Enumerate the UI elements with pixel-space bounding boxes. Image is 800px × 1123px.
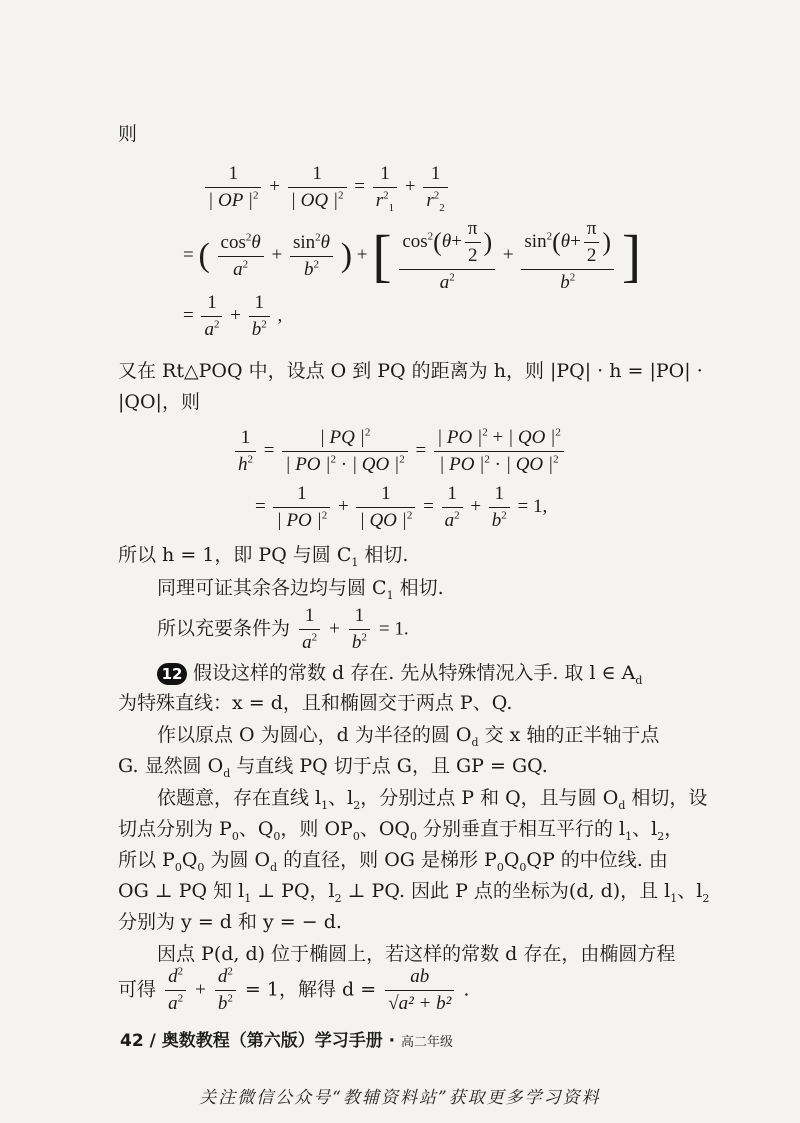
problem-12-line-6: 切点分别为 $P_0$、$Q_0$，则 $OP_0$、$OQ_0$ 分别垂直于相互平行的 $l_1$、$l_2$， (118, 818, 684, 843)
equation-2-line-2: = $\frac{1}{| PO |^2}$ + $\frac{1}{| QO |^2}$ = $\frac{1}{a^2}$ + $\frac{1}{b^2}$ = 1, (255, 483, 548, 531)
fraction-1-over-b2: $\frac{1}{b^2}$ (249, 292, 270, 341)
problem-12-line-8: OG ⊥ PQ 知 $l_1$ ⊥ PQ，$l_2$ ⊥ PQ. 因此 P 点的坐标为(d, d)，且 $l_1$、$l_2$ (118, 880, 710, 905)
grade-label: 高二年级 (401, 1035, 454, 1050)
problem-number-badge: 12 (157, 663, 187, 685)
problem-12-line-10: 因点 P(d, d) 位于椭圆上，若这样的常数 d 存在，由椭圆方程 (157, 943, 676, 965)
problem-12-line-5: 依题意，存在直线 $l_1$、$l_2$，分别过点 P 和 Q，且与圆 $O_d$ 相切，设 (157, 787, 708, 812)
intro-word: 则 (118, 123, 138, 145)
fraction-1-over-a2: $\frac{1}{a^2}$ (201, 292, 222, 341)
book-title: / 奥数教程（第六版）学习手册 · (149, 1031, 396, 1051)
fraction-1-over-po: $\frac{1}{| PO |^2}$ (273, 483, 330, 532)
fraction-1-over-b2-b: $\frac{1}{b^2}$ (489, 483, 510, 532)
page-number: 42 (120, 1031, 144, 1051)
fraction-pq-over-po-qo: $\frac{| PQ |^2}{| PO |^2 \cdot | QO |^2}$ (282, 427, 408, 476)
problem-12-line-1: 12 假设这样的常数 d 存在. 先从特殊情况入手. 取 l ∈ $A_d$ (157, 659, 642, 687)
fraction-1-over-r1: $\frac{1}{r^2_1}$ (373, 163, 397, 212)
fraction-1-over-op: $\frac{1}{| OP |^2}$ (205, 163, 261, 212)
watermark-text: 关注微信公众号“教辅资料站”获取更多学习资料 (199, 1088, 601, 1108)
equation-1-line-2: = ( $\frac{\cos^2\theta}{a^2}$ + $\frac{\sin^2\theta}{b^2}$ ) + [ $\cos^2(\theta+$ $\frac{\pi}{2}$ ) $a^2$ + $\sin^2(\theta+$ $\frac{\pi}{2}$ ) $b^2$ ] (183, 218, 642, 293)
problem-12-line-7: 所以 $P_0Q_0$ 为圆 $O_d$ 的直径，则 OG 是梯形 $P_0Q_0QP$ 的中位线. 由 (118, 849, 668, 874)
fraction-cos-theta-over-a: $\frac{\cos^2\theta}{a^2}$ (218, 232, 264, 281)
fraction-ab-over-sqrt: $\frac{ab}{\text{√a² + b²}}$ (385, 966, 454, 1015)
fraction-cond-b: $\frac{1}{b^2}$ (349, 605, 370, 654)
problem-12-line-3: 作以原点 O 为圆心，d 为半径的圆 $O_d$ 交 x 轴的正半轴于点 (157, 724, 660, 749)
equation-2-line-1: $\frac{1}{h^2}$ = $\frac{| PQ |^2}{| PO |^2 \cdot | QO |^2}$ = $\frac{| PO |^2 + | QO |^2}{| PO |^2 \cdot | QO |^2}$ (232, 427, 567, 476)
problem-12-line-11: 可得 $\frac{d^2}{a^2}$ + $\frac{d^2}{b^2}$ = 1，解得 d = $\frac{ab}{\text{√a² + b²}}$ . (118, 965, 470, 1014)
page-footer (120, 1026, 453, 1051)
paragraph-rt-triangle-line-2: |QO|，则 (118, 391, 200, 413)
problem-12-line-9: 分别为 y = d 和 y = − d. (118, 911, 342, 933)
line-necessary-condition: 所以充要条件为 $\frac{1}{a^2}$ + $\frac{1}{b^2}$ = 1. (157, 605, 409, 653)
fraction-d2-over-b2: $\frac{d^2}{b^2}$ (215, 966, 236, 1015)
fraction-1-over-qo: $\frac{1}{| QO |^2}$ (356, 483, 415, 532)
line-so-h-equals-1: 所以 h = 1，即 PQ 与圆 $C_1$ 相切. (118, 544, 409, 569)
fraction-cond-a: $\frac{1}{a^2}$ (299, 605, 320, 654)
fraction-1-over-h2: $\frac{1}{h^2}$ (235, 427, 256, 476)
fraction-sum-over-product: $\frac{| PO |^2 + | QO |^2}{| PO |^2 \cdot | QO |^2}$ (434, 427, 564, 476)
fraction-1-over-oq: $\frac{1}{| OQ |^2}$ (288, 163, 347, 212)
equation-1-line-3: = $\frac{1}{a^2}$ + $\frac{1}{b^2}$ , (183, 292, 283, 340)
problem-12-line-2: 为特殊直线：x = d，且和椭圆交于两点 P、Q. (118, 692, 513, 714)
fraction-1-over-r2: $\frac{1}{r^2_2}$ (423, 163, 447, 212)
line-similar-proof: 同理可证其余各边均与圆 $C_1$ 相切. (157, 577, 444, 602)
equation-1-line-1: $\frac{1}{| OP |^2}$ + $\frac{1}{| OQ |^2}$ = $\frac{1}{r^2_1}$ + $\frac{1}{r^2_2}$ (202, 163, 451, 212)
paragraph-rt-triangle-line-1: 又在 Rt△POQ 中，设点 O 到 PQ 的距离为 h，则 |PQ| · h = |PO| · (118, 360, 703, 382)
fraction-d2-over-a2: $\frac{d^2}{a^2}$ (165, 966, 186, 1015)
fraction-1-over-a2-b: $\frac{1}{a^2}$ (442, 483, 463, 532)
fraction-cos-shift-over-a: $\cos^2(\theta+$ $\frac{\pi}{2}$ ) $a^2$ (399, 218, 495, 294)
fraction-sin-theta-over-b: $\frac{\sin^2\theta}{b^2}$ (290, 232, 333, 281)
problem-12-line-4: G. 显然圆 $O_d$ 与直线 PQ 切于点 G，且 GP = GQ. (118, 755, 548, 780)
fraction-sin-shift-over-b: $\sin^2(\theta+$ $\frac{\pi}{2}$ ) $b^2$ (521, 218, 614, 294)
